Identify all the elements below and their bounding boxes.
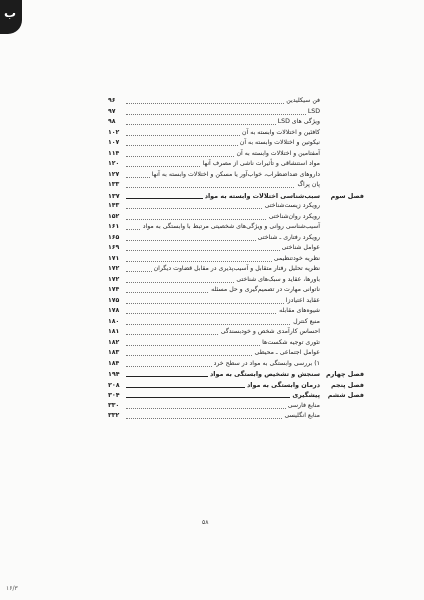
toc-title: عقاید اعتیادزا (284, 296, 320, 307)
chapter-label: فصل پنجم (330, 380, 364, 389)
toc-page-number: ۱۷۲ (108, 265, 120, 272)
toc-row (108, 317, 320, 328)
toc-title: درمان وابستگی به مواد (246, 380, 320, 389)
toc-row (108, 243, 320, 254)
toc-title: عوامل اجتماعی ـ محیطی (253, 348, 320, 359)
toc-page-number: ۳۳۰ (108, 401, 120, 409)
toc-title: رویکرد زیست‌شناختی (263, 201, 320, 212)
toc-row (108, 296, 320, 307)
toc-row (108, 233, 320, 244)
toc-row (108, 180, 320, 191)
toc-title: ۱) بررسی وابستگی به مواد در سطح خرد (212, 359, 320, 370)
toc-chapter-row (108, 191, 364, 202)
toc-title: عوامل شناختی (280, 243, 320, 254)
toc-row (108, 201, 320, 212)
toc-page-number: ۱۹۴ (108, 370, 120, 378)
toc-title: نظریه تحلیل رفتار متقابل و آسیب‌پذیری در مقابل قضاوت دیگران (152, 264, 320, 275)
toc-page-number: ۱۶۱ (108, 223, 120, 230)
toc-page-number: ۱۷۱ (108, 254, 120, 262)
toc-title: تئوری توجیه شکست‌ها (260, 338, 320, 349)
toc-title: احساس کارآمدی شخص و خودبسندگی (219, 327, 320, 338)
toc-page-number: ۱۸۲ (108, 338, 120, 346)
toc-title: ویژگی های LSD (276, 117, 320, 128)
toc-row (108, 149, 320, 160)
chapter-label: فصل چهارم (326, 370, 364, 378)
toc-row (108, 222, 320, 233)
toc-row (108, 327, 320, 338)
toc-title: رویکرد روان‌شناختی (267, 212, 320, 223)
toc-page-number: ۱۸۰ (108, 317, 120, 325)
toc-title: منبع کنترل (291, 317, 320, 328)
toc-row (108, 117, 320, 128)
toc-row (108, 338, 320, 349)
toc-row (108, 401, 320, 412)
toc-title: نظریه خودتنظیمی (272, 254, 320, 265)
toc-row (108, 306, 320, 317)
toc-row (108, 348, 320, 359)
toc-page-number: ۱۲۰ (108, 160, 120, 167)
toc-page-number: ۱۸۳ (108, 349, 120, 356)
toc-row (108, 254, 320, 265)
toc-page-number: ۱۲۷ (108, 170, 120, 178)
toc-page-number: ۱۷۲ (108, 275, 120, 283)
toc-row (108, 170, 320, 181)
leader-dots (126, 187, 320, 188)
toc-page-number: ۱۸۱ (108, 328, 120, 335)
toc-row (108, 212, 320, 223)
toc-page-number: ۱۶۹ (108, 244, 120, 251)
toc-chapter-row (108, 380, 364, 391)
toc-title: پان پراگ (295, 180, 320, 191)
toc-title: منابع فارسی (286, 401, 320, 412)
toc-title: شیوه‌های مقابله (277, 306, 320, 317)
toc-row (108, 107, 320, 118)
page-number: ۵۸ (202, 519, 209, 526)
toc-chapter-row (108, 369, 364, 380)
toc-page-number: ۱۶۵ (108, 233, 120, 241)
chapter-label: فصل سوم (330, 191, 364, 200)
toc-title: ناتوانی مهارت در تصمیم‌گیری و حل مسئله (209, 285, 320, 296)
toc-page-number: ۹۷ (108, 107, 116, 115)
chapter-label: فصل ششم (327, 391, 364, 399)
toc-title: آمفتامین و اختلالات وابسته به آن (234, 149, 320, 160)
toc-title: باورها، عقاید و سبک‌های شناختی (234, 275, 320, 286)
toc-page-number: ۱۷۸ (108, 307, 120, 314)
toc-title: سبب‌شناسی اختلالات وابسته به مواد (204, 191, 320, 200)
toc-row (108, 275, 320, 286)
toc-page-number: ۱۳۳ (108, 181, 120, 188)
toc-title: آسیب‌شناسی روانی و ویژگی‌های شخصیتی مرتبط با وابستگی به مواد (141, 222, 320, 233)
toc-page-number: ۱۷۵ (108, 296, 120, 304)
toc-page-number: ۱۳۷ (108, 191, 120, 200)
toc-title: مواد استنشاقی و تأثیرات ناشی از مصرف آنها (201, 159, 320, 170)
leader-dots (126, 114, 320, 115)
toc-title: داروهای ضداضطراب، خواب‌آور یا مسکن و اختلالات وابسته به آنها (150, 170, 320, 181)
toc-row (108, 264, 320, 275)
toc-page-number: ۲۰۸ (108, 380, 120, 389)
toc-page-number: ۱۷۴ (108, 286, 120, 293)
toc-page-number: ۹۸ (108, 118, 116, 125)
toc-row (108, 359, 320, 370)
toc-page-number: ۱۴۳ (108, 202, 120, 209)
toc-chapter-row (108, 390, 364, 401)
toc-title: رویکرد رفتاری ـ شناختی (256, 233, 320, 244)
toc-page-number: ۱۱۴ (108, 149, 120, 157)
toc-title: کافئین و اختلالات وابسته به آن (240, 128, 320, 139)
toc-row (108, 128, 320, 139)
toc-title: منابع انگلیسی (283, 411, 321, 422)
toc-title: نیکوتین و اختلالات وابسته به آن (238, 138, 320, 149)
toc-row (108, 159, 320, 170)
corner-number: ۱۶/۳ (6, 585, 18, 592)
toc-page-number: ۳۰۴ (108, 391, 120, 399)
toc-title: فن سیکلیدین (284, 96, 320, 107)
toc-page-number: ۱۰۷ (108, 139, 120, 146)
toc-title: LSD (306, 107, 320, 118)
toc-row (108, 138, 320, 149)
toc-page-number: ۹۶ (108, 97, 116, 104)
toc-row (108, 96, 320, 107)
toc-row (108, 285, 320, 296)
corner-tab (0, 0, 22, 34)
table-of-contents (108, 96, 364, 422)
toc-page-number: ۳۳۲ (108, 412, 120, 419)
toc-page-number: ۱۰۲ (108, 128, 120, 136)
corner-tab-glyph: ب (4, 6, 17, 20)
toc-title: پیشگیری (292, 391, 320, 399)
toc-row (108, 411, 320, 422)
toc-page-number: ۱۸۴ (108, 359, 120, 367)
toc-page-number: ۱۵۲ (108, 212, 120, 220)
toc-title: سنجش و تشخیص وابستگی به مواد (209, 370, 320, 378)
